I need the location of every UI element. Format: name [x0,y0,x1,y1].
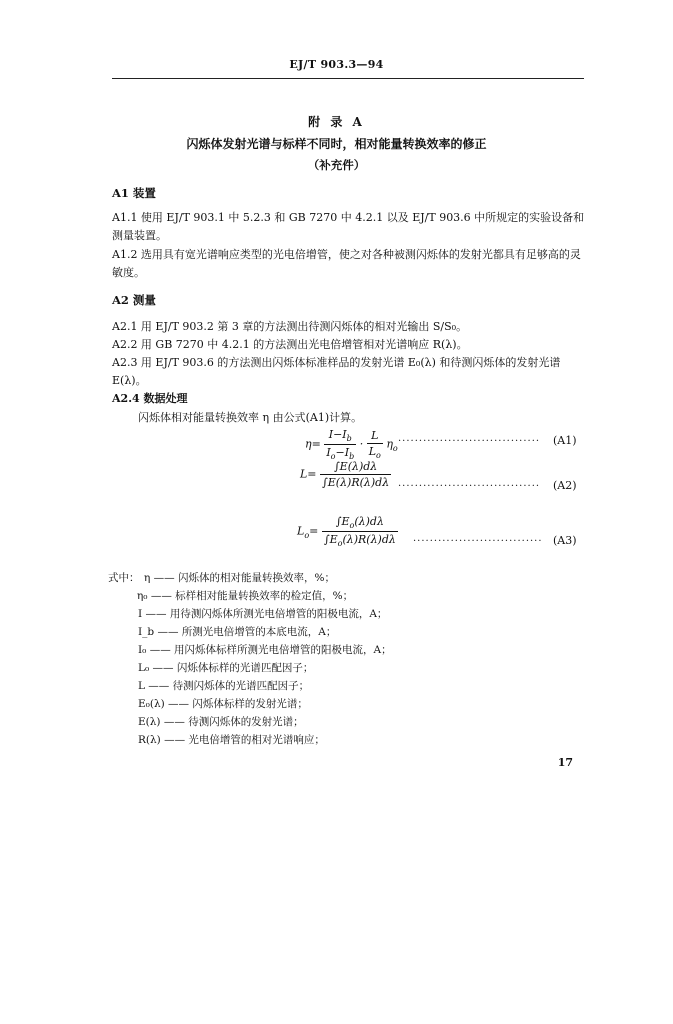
formula-a2-num: ∫E(λ)dλ [320,460,391,475]
formula-a2-den: ∫E(λ)R(λ)dλ [322,476,390,489]
definition-item: L₀ —— 闪烁体标样的光谱匹配因子； [138,662,314,674]
formula-a1-num1: I−I [328,428,347,441]
formula-a3-fraction: $\frac{\int E_o(\lambda)d\lambda}{\int E_o(\lambda)R(\lambda)d\lambda}$ [323,515,396,549]
formula-a2-lhs: L= [300,467,317,481]
formula-a1-leader: ·································· [398,436,541,447]
definition-item: I —— 用待测闪烁体所测光电倍增管的阳极电流，A； [138,608,388,620]
formula-a1-lhs: η= [305,437,321,451]
formula-a2-fraction [320,460,391,489]
page-number: 17 [557,756,573,769]
definition-item: I_b —— 所测光电倍增管的本底电流，A； [138,626,337,638]
formula-a3: $L_o=$ $\frac{\int E_o(\lambda)d\lambda}{\int E_o(\lambda)R(\lambda)d\lambda}$ [297,515,396,549]
appendix-label: 附 录 A [308,115,365,129]
formula-a3-number: (A3) [553,534,577,547]
formula-a1-num2: L [367,429,383,444]
formula-a2 [300,460,391,489]
formula-a1-tail: η [386,437,393,451]
formula-a1: η= $\frac{I-I_b}{I_o-I_b}$ · $\frac{L}{L_o}$ $\eta_o$ [305,428,398,462]
definition-item: I₀ —— 用闪烁体标样所测光电倍增管的阳极电流，A； [138,644,392,656]
definition-item: E₀(λ) —— 闪烁体标样的发射光谱； [138,698,308,710]
header-rule [112,78,584,79]
formula-a1-number: (A1) [553,434,577,447]
formula-a3-den: ∫E [323,533,338,547]
para-a1-1: A1.1 使用 EJ/T 903.1 中 5.2.3 和 GB 7270 中 4.2.1 以及 EJ/T 903.6 中所规定的实验设备和测量装置。 [112,211,585,242]
section-a1-heading: A1 装置 [112,186,156,200]
definition-item: E(λ) —— 待测闪烁体的发射光谱； [138,716,304,728]
formula-a2-number: (A2) [553,479,577,492]
para-a2-3: A2.3 用 EJ/T 903.6 的方法测出闪烁体标准样品的发射光谱 E₀(λ) 和待测闪烁体的发射光谱 E(λ)。 [112,356,561,387]
para-a1-2: A1.2 选用具有宽光谱响应类型的光电倍增管，使之对各种被测闪烁体的发射光都具有足够高的灵敏度。 [112,248,581,279]
formula-a3-num: ∫E [335,515,350,528]
definition-item: η₀ —— 标样相对能量转换效率的检定值，%； [137,590,354,602]
formula-a1-fraction-2: $\frac{L}{L_o}$ [368,429,381,461]
formula-a1-den1: I [326,446,331,460]
formula-a3-lhs: L [297,524,305,538]
definitions-intro: 式中： [108,572,140,584]
para-a2-5: 闪烁体相对能量转换效率 η 由公式(A1)计算。 [138,411,363,424]
formula-a3-leader: ······························· [413,536,543,547]
standard-header: EJ/T 903.3—94 [289,58,384,71]
formula-a1-den2: L [368,445,376,459]
para-a2-4: A2.4 数据处理 [112,392,188,405]
section-a2-heading: A2 测量 [112,293,156,307]
definition-item: L —— 待测闪烁体的光谱匹配因子； [138,680,310,692]
definition-item: η —— 闪烁体的相对能量转换效率，%； [144,572,335,584]
para-a2-2: A2.2 用 GB 7270 中 4.2.1 的方法测出光电倍增管相对光谱响应 R(λ)。 [112,338,468,351]
formula-a2-leader: ·································· [398,481,541,492]
formula-a1-mid: · [359,437,364,451]
appendix-title: 闪烁体发射光谱与标样不同时，相对能量转换效率的修正 [186,137,487,151]
para-a2-1: A2.1 用 EJ/T 903.2 第 3 章的方法测出待测闪烁体的相对光输出 S/S₀。 [112,320,468,333]
definition-item: R(λ) —— 光电倍增管的相对光谱响应； [138,734,325,746]
appendix-supplement: （补充件） [307,158,366,172]
formula-a1-fraction-1: $\frac{I-I_b}{I_o-I_b}$ [326,428,355,462]
